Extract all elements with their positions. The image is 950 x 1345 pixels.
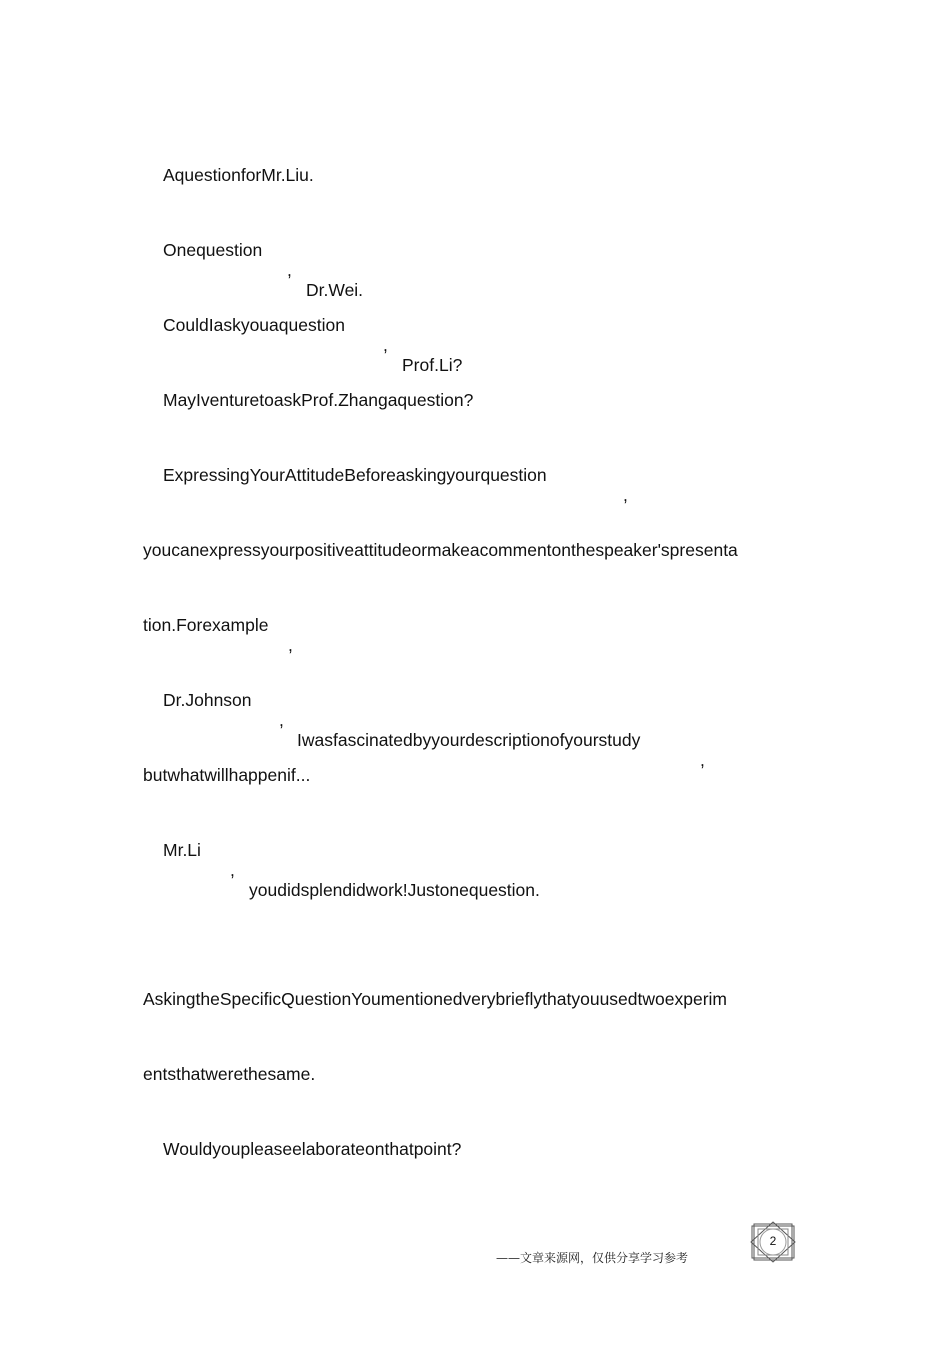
- text-fragment: butwhatwillhappenif...: [143, 765, 311, 785]
- source-note: ——文章来源网，仅供分享学习参考: [496, 1251, 689, 1265]
- text-line: [143, 520, 738, 580]
- page-number-badge: [749, 1221, 797, 1263]
- text-fragment: youdidsplendidwork!Justonequestion.: [249, 880, 540, 900]
- text-line: [163, 370, 474, 430]
- text-line: [163, 445, 628, 525]
- text-fragment: tion.Forexample: [143, 615, 269, 635]
- text-fragment: AskingtheSpecificQuestionYoumentionedverybrieflythatyouusedtwoexperim: [143, 989, 727, 1009]
- text-fragment: entsthatwerethesame.: [143, 1064, 316, 1084]
- comma: ,: [383, 335, 388, 355]
- comma: ,: [288, 635, 293, 655]
- comma: ,: [279, 710, 284, 730]
- text-line: [143, 1044, 316, 1104]
- comma: ,: [623, 485, 628, 505]
- text-fragment: Mr.Li: [163, 840, 201, 860]
- comma: ,: [700, 750, 705, 770]
- text-line: [143, 745, 311, 805]
- text-fragment: MayIventuretoaskProf.Zhangaquestion?: [163, 390, 474, 410]
- text-fragment: Dr.Wei.: [306, 280, 364, 300]
- page-number: 2: [769, 1234, 777, 1248]
- text-line: [143, 969, 727, 1029]
- text-fragment: youcanexpressyourpositiveattitudeormakeacommentonthespeaker'spresenta: [143, 540, 738, 560]
- text-fragment: Iwasfascinatedbyyourdescriptionofyourstudy: [297, 730, 641, 750]
- text-line: [143, 595, 293, 675]
- text-fragment: Wouldyoupleaseelaborateonthatpoint?: [163, 1139, 462, 1159]
- text-line: [163, 820, 540, 920]
- comma: ,: [287, 260, 292, 280]
- text-line: [163, 1119, 462, 1179]
- comma: ,: [230, 860, 235, 880]
- text-fragment: CouldIaskyouaquestion: [163, 315, 345, 335]
- text-fragment: ExpressingYourAttitudeBeforeaskingyourquestion: [163, 465, 547, 485]
- text-fragment: Onequestion: [163, 240, 263, 260]
- text-fragment: AquestionforMr.Liu.: [163, 165, 314, 185]
- text-line: [163, 145, 314, 205]
- text-fragment: Prof.Li?: [402, 355, 463, 375]
- text-fragment: Dr.Johnson: [163, 690, 252, 710]
